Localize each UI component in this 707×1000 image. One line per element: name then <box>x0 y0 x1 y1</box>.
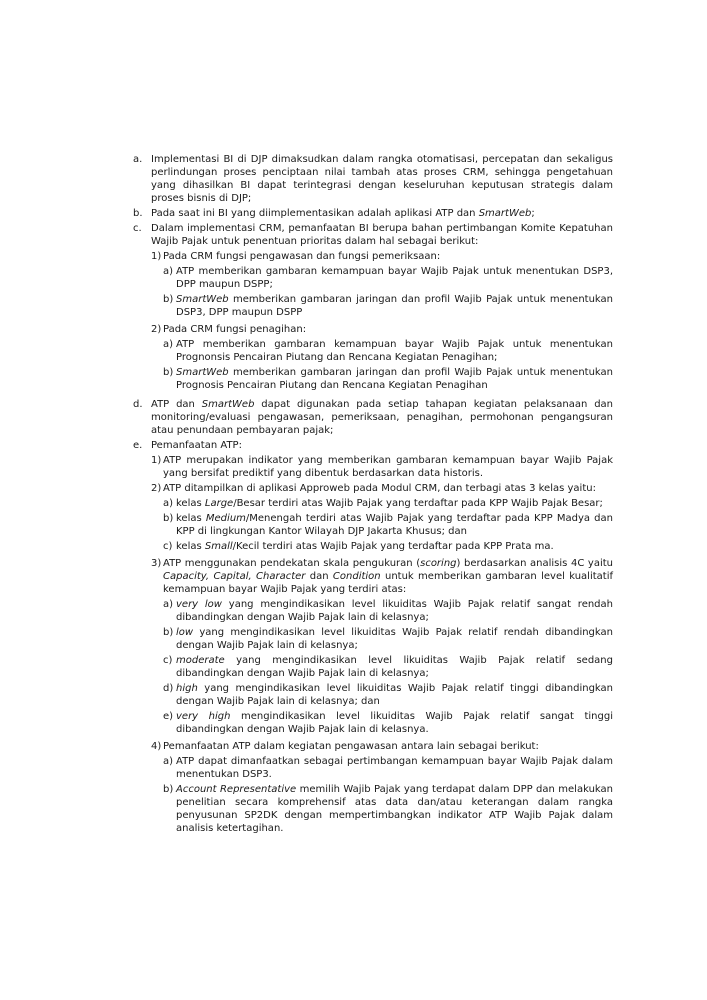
text-segment: Pemanfaatan ATP: <box>151 440 242 451</box>
list-marker: a. <box>133 154 143 165</box>
paragraph-text <box>163 454 613 480</box>
list-item-level-3 <box>163 598 613 624</box>
text-segment: yang mengindikasikan level likuiditas Wajib Pajak relatif tinggi dibandingkan dengan Wajib Pajak lain di kelasnya; dan <box>176 683 613 707</box>
list-item-level-3 <box>163 497 613 510</box>
list-marker: a) <box>163 498 174 509</box>
paragraph-text <box>176 626 613 652</box>
paragraph-text <box>176 710 613 736</box>
list-item-level-3 <box>163 682 613 708</box>
italic-term: Medium <box>205 513 246 524</box>
italic-term: SmartWeb <box>201 399 255 410</box>
italic-term: moderate <box>176 655 225 666</box>
paragraph-text <box>176 338 613 364</box>
text-segment: ATP menggunakan pendekatan skala pengukuran ( <box>163 558 421 569</box>
list-item-level-2 <box>151 740 613 837</box>
paragraph-text <box>176 366 613 392</box>
paragraph-text <box>151 153 613 205</box>
paragraph-text <box>176 540 613 553</box>
sub-list <box>163 338 613 392</box>
text-segment: ATP ditampilkan di aplikasi Approweb pada Modul CRM, dan terbagi atas 3 kelas yaitu: <box>163 483 596 494</box>
italic-term: low <box>176 627 194 638</box>
list-marker: d) <box>163 683 174 694</box>
list-marker: a) <box>163 756 174 767</box>
text-segment: ATP memberikan gambaran kemampuan bayar Wajib Pajak untuk menentukan DSP3, DPP maupun DSPP; <box>176 266 613 290</box>
paragraph-text <box>176 755 613 781</box>
text-segment: yang mengindikasikan level likuiditas Wajib Pajak relatif sedang dibandingkan dengan Wajib Pajak lain di kelasnya; <box>176 655 613 679</box>
italic-term: SmartWeb <box>478 208 532 219</box>
italic-term: SmartWeb <box>176 367 229 378</box>
list-item-level-1 <box>133 207 613 220</box>
sub-list <box>151 454 613 837</box>
list-item-level-1 <box>133 153 613 205</box>
list-marker: b. <box>133 208 143 219</box>
list-item-level-3 <box>163 293 613 319</box>
list-marker: e) <box>163 711 174 722</box>
list-item-level-1 <box>133 398 613 437</box>
list-marker: 3) <box>151 558 162 569</box>
paragraph-text <box>151 207 613 220</box>
list-marker: c) <box>163 541 173 552</box>
text-segment: Implementasi BI di DJP dimaksudkan dalam rangka otomatisasi, percepatan dan sekaligus perlindungan proses penciptaan nilai tambah atas proses CRM, sehingga pengetahuan yang dihasilkan BI dapat terintegrasi dengan keseluruhan keputusan strategis dalam proses bisnis di DJP; <box>151 154 613 204</box>
paragraph-text <box>151 222 613 248</box>
text-segment: /Menengah terdiri atas Wajib Pajak yang terdaftar pada KPP Madya dan KPP di lingkungan Kantor Wilayah DJP Jakarta Khusus; dan <box>176 513 613 537</box>
paragraph-text <box>151 398 613 437</box>
text-segment: Pada CRM fungsi pengawasan dan fungsi pemeriksaan: <box>163 251 441 262</box>
list-marker: c) <box>163 655 173 666</box>
text-segment: mengindikasikan level likuiditas Wajib Pajak relatif sangat tinggi dibandingkan dengan Wajib Pajak lain di kelasnya. <box>176 711 613 735</box>
paragraph-text <box>176 497 613 510</box>
list-item-level-3 <box>163 755 613 781</box>
text-segment: ) berdasarkan analisis 4C yaitu <box>456 558 613 569</box>
list-item-level-1 <box>133 439 613 839</box>
list-marker: c. <box>133 223 142 234</box>
text-segment: kelas <box>176 513 206 524</box>
list-marker: 2) <box>151 324 162 335</box>
paragraph-text <box>163 250 613 263</box>
text-segment: ATP memberikan gambaran kemampuan bayar Wajib Pajak untuk menentukan Prognonsis Pencairan Piutang dan Rencana Kegiatan Penagihan; <box>176 339 613 363</box>
list-marker: b) <box>163 784 174 795</box>
list-marker: e. <box>133 440 143 451</box>
list-marker: b) <box>163 627 174 638</box>
list-marker: a) <box>163 339 174 350</box>
paragraph-text <box>176 783 613 835</box>
text-segment: memberikan gambaran jaringan dan profil Wajib Pajak untuk menentukan Prognosis Pencairan Piutang dan Rencana Kegiatan Penagihan <box>176 367 613 391</box>
list-item-level-3 <box>163 626 613 652</box>
list-item-level-2 <box>151 250 613 321</box>
paragraph-text <box>163 482 613 495</box>
text-segment: Dalam implementasi CRM, pemanfaatan BI berupa bahan pertimbangan Komite Kepatuhan Wajib Pajak untuk penentuan prioritas dalam hal sebagai berikut: <box>151 223 613 247</box>
text-segment: kelas <box>176 541 205 552</box>
paragraph-text <box>176 265 613 291</box>
paragraph-text <box>176 598 613 624</box>
list-item-level-3 <box>163 654 613 680</box>
paragraph-text <box>176 654 613 680</box>
italic-term: SmartWeb <box>176 294 229 305</box>
list-item-level-2 <box>151 323 613 394</box>
italic-term: very low <box>176 599 222 610</box>
text-segment: dan <box>305 571 333 582</box>
sub-list <box>163 755 613 835</box>
text-segment: ATP dan <box>151 399 202 410</box>
text-segment: ATP dapat dimanfaatkan sebagai pertimbangan kemampuan bayar Wajib Pajak dalam menentukan DSP3. <box>176 756 613 780</box>
text-segment: /Besar terdiri atas Wajib Pajak yang terdaftar pada KPP Wajib Pajak Besar; <box>233 498 603 509</box>
list-item-level-3 <box>163 338 613 364</box>
text-segment: yang mengindikasikan level likuiditas Wajib Pajak relatif rendah dibandingkan dengan Wajib Pajak lain di kelasnya; <box>176 627 613 651</box>
list-marker: 1) <box>151 251 162 262</box>
italic-term: Capacity, Capital, Character <box>163 571 306 582</box>
text-segment: kelas <box>176 498 205 509</box>
list-marker: a) <box>163 599 174 610</box>
italic-term: Small <box>204 541 233 552</box>
sub-list <box>163 598 613 736</box>
text-segment: ; <box>531 208 535 219</box>
list-item-level-3 <box>163 783 613 835</box>
list-item-level-3 <box>163 366 613 392</box>
italic-term: Condition <box>332 571 381 582</box>
text-segment: Pada CRM fungsi penagihan: <box>163 324 307 335</box>
sub-list <box>151 250 613 394</box>
italic-term: Account Representative <box>176 784 297 795</box>
text-segment: dapat digunakan pada setiap tahapan kegiatan pelaksanaan dan monitoring/evaluasi pengawasan, pemeriksaan, penagihan, permohonan pengangsuran atau penundaan pembayaran pajak; <box>151 399 614 436</box>
italic-term: very high <box>176 711 231 722</box>
document-body <box>133 153 613 841</box>
list-item-level-3 <box>163 512 613 538</box>
list-marker: b) <box>163 367 174 378</box>
list-item-level-3 <box>163 265 613 291</box>
text-segment: memberikan gambaran jaringan dan profil Wajib Pajak untuk menentukan DSP3, DPP maupun DSPP <box>176 294 613 318</box>
list-item-level-3 <box>163 540 613 553</box>
list-marker: b) <box>163 294 174 305</box>
list-item-level-3 <box>163 710 613 736</box>
text-segment: Pada saat ini BI yang diimplementasikan adalah aplikasi ATP dan <box>151 208 479 219</box>
paragraph-text <box>151 439 613 452</box>
text-segment: ATP merupakan indikator yang memberikan gambaran kemampuan bayar Wajib Pajak yang bersifat prediktif yang dibentuk berdasarkan data historis. <box>163 455 613 479</box>
paragraph-text <box>176 512 613 538</box>
text-segment: Pemanfaatan ATP dalam kegiatan pengawasan antara lain sebagai berikut: <box>163 741 539 752</box>
paragraph-text <box>176 682 613 708</box>
list-item-level-1 <box>133 222 613 396</box>
list-marker: 2) <box>151 483 162 494</box>
list-marker: 1) <box>151 455 162 466</box>
list-marker: d. <box>133 399 143 410</box>
list-marker: 4) <box>151 741 162 752</box>
sub-list <box>163 265 613 319</box>
list-item-level-2 <box>151 557 613 738</box>
text-segment: memilih Wajib Pajak yang terdapat dalam DPP dan melakukan penelitian secara komprehensif atas data dan/atau keterangan dalam rangka penyusunan SP2DK dengan mempertimbangkan indikator ATP Wajib Pajak dalam analisis ketertagihan. <box>176 784 613 834</box>
list-item-level-2 <box>151 482 613 555</box>
text-segment: untuk memberikan gambaran level kualitatif kemampuan bayar Wajib Pajak yang terdiri atas: <box>163 571 613 595</box>
text-segment: /Kecil terdiri atas Wajib Pajak yang terdaftar pada KPP Prata ma. <box>232 541 554 552</box>
paragraph-text <box>163 557 613 596</box>
italic-term: Large <box>204 498 234 509</box>
list-marker: a) <box>163 266 174 277</box>
paragraph-text <box>163 740 613 753</box>
sub-list <box>163 497 613 553</box>
text-segment: yang mengindikasikan level likuiditas Wajib Pajak relatif sangat rendah dibandingkan dengan Wajib Pajak lain di kelasnya; <box>176 599 613 623</box>
italic-term: scoring <box>420 558 457 569</box>
paragraph-text <box>163 323 613 336</box>
list-item-level-2 <box>151 454 613 480</box>
list-marker: b) <box>163 513 174 524</box>
paragraph-text <box>176 293 613 319</box>
italic-term: high <box>176 683 198 694</box>
